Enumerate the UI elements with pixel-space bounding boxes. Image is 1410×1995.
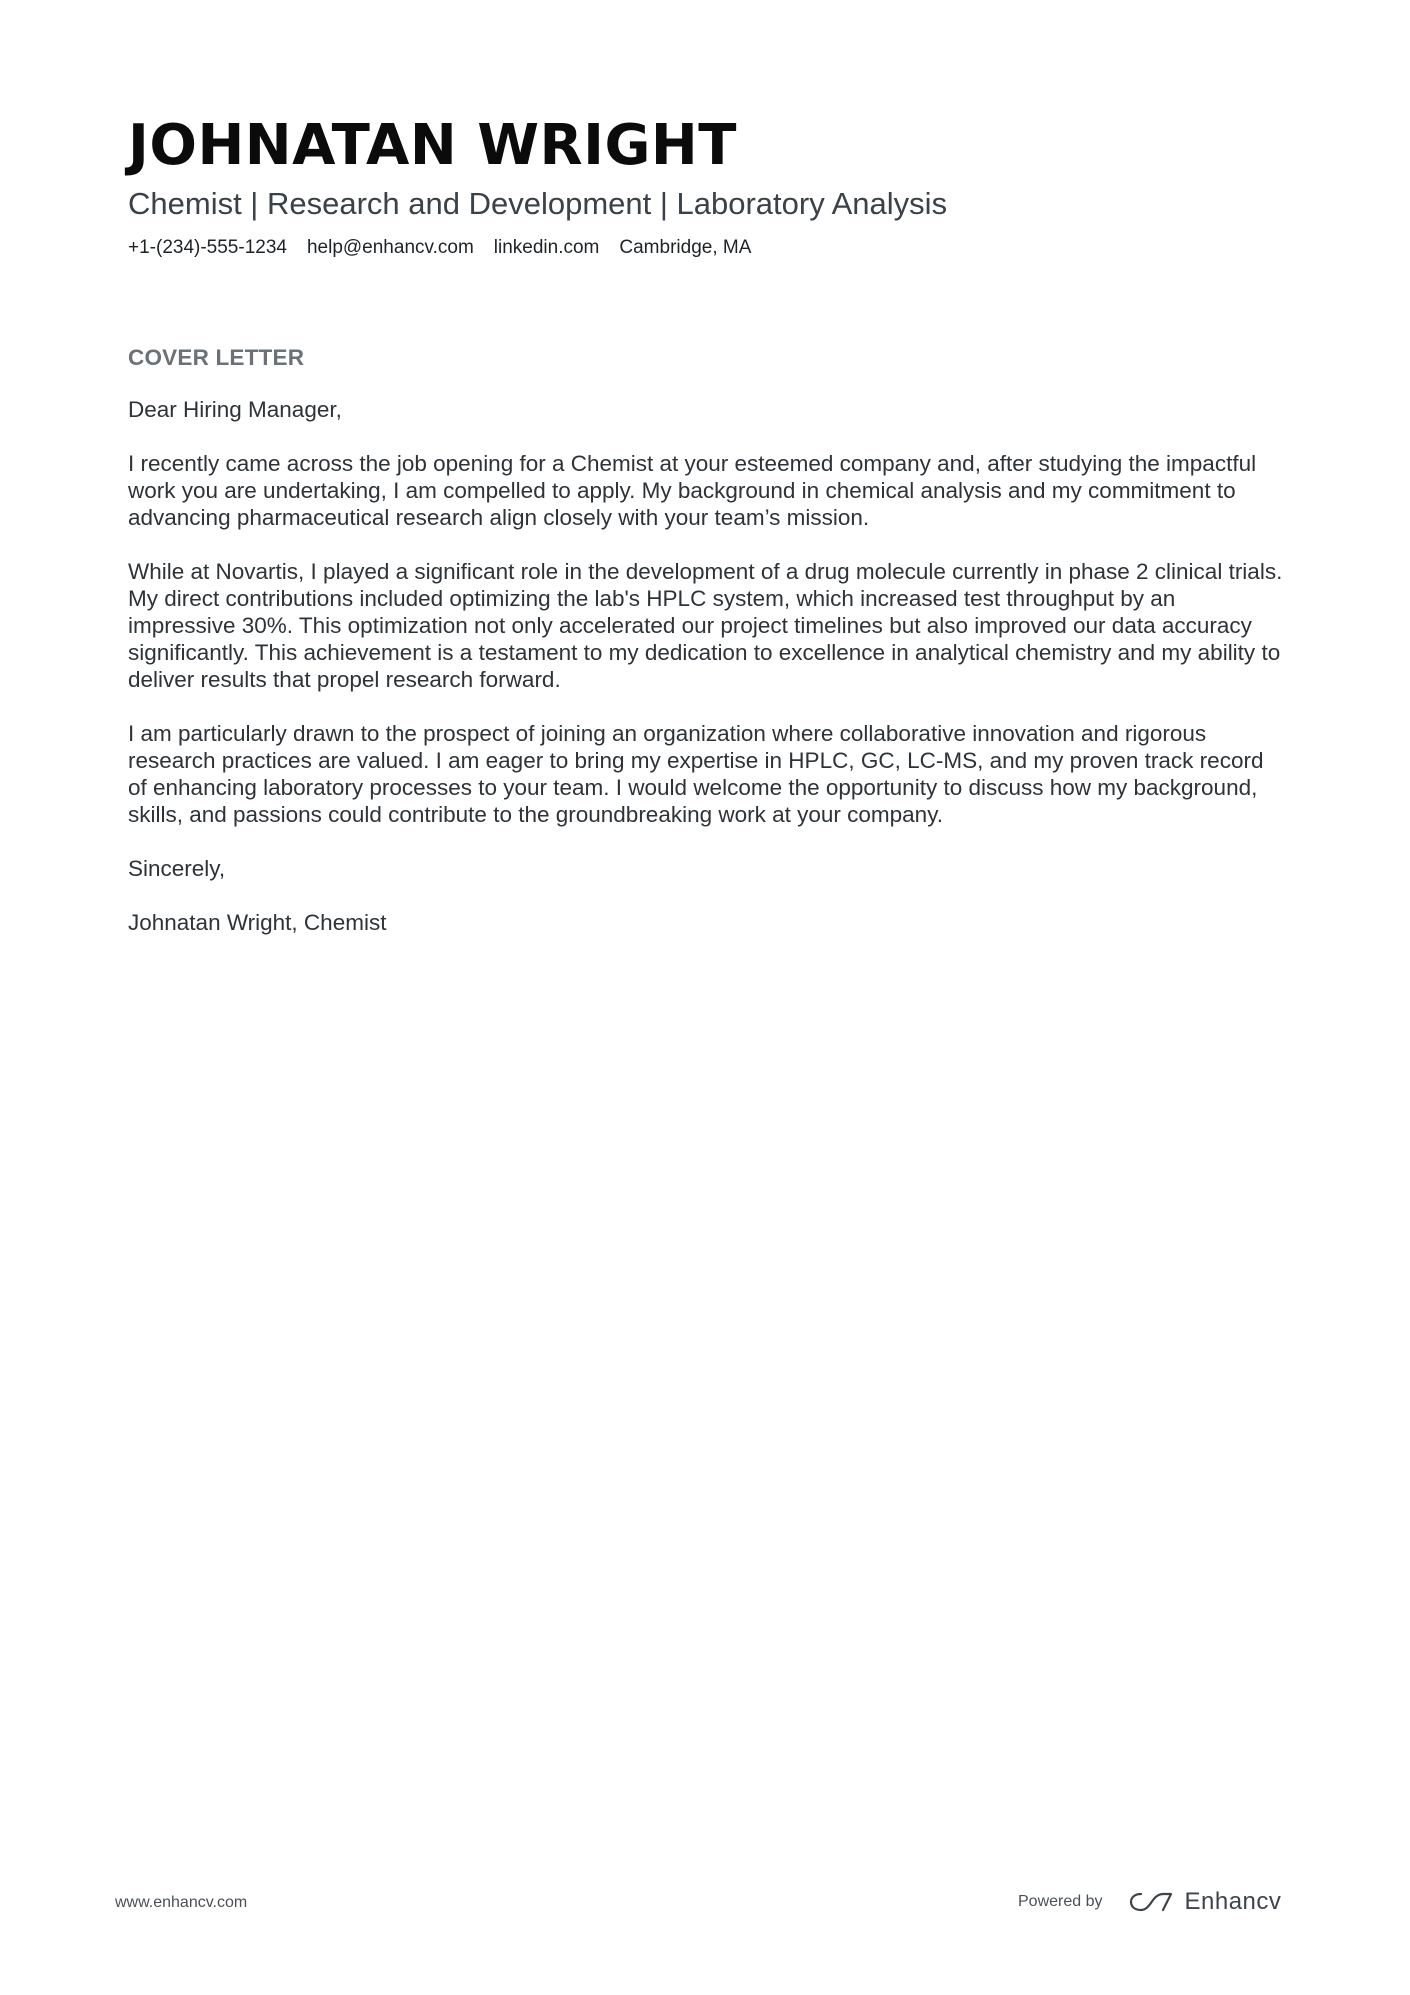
enhancv-logo-icon [1129, 1890, 1173, 1914]
letter-body [128, 344, 1288, 963]
letter-paragraph: While at Novartis, I played a significant role in the development of a drug molecule currently in phase 2 clinical trials. My direct contributions included optimizing the lab's HPLC system, which increased test throughput by an impressive 30%. This optimization not only accelerated our project timelines but also improved our data accuracy significantly. This achievement is a testament to my dedication to excellence in analytical chemistry and my ability to deliver results that propel research forward. [128, 559, 1283, 692]
footer-brand [1018, 1880, 1281, 1924]
linkedin-link: linkedin.com [493, 237, 600, 258]
letter-paragraph: I recently came across the job opening for a Chemist at your esteemed company and, after studying the impactful work you are undertaking, I am compelled to apply. My background in chemical analysis and my commitment to advancing pharmaceutical research align closely with your team’s mission. [128, 451, 1257, 530]
powered-by-label: Powered by [1018, 1893, 1103, 1910]
header [128, 112, 1288, 260]
letter-paragraph: I am particularly drawn to the prospect of joining an organization where collaborative innovation and rigorous research practices are valued. I am eager to bring my expertise in HPLC, GC, LC-MS, and my proven track record of enhancing laboratory processes to your team. I would welcome the opportunity to discuss how my background, skills, and passions could contribute to the groundbreaking work at your company. [128, 721, 1264, 827]
phone-number: +1-(234)-555-1234 [128, 237, 287, 258]
email-address: help@enhancv.com [306, 237, 474, 258]
contact-info [128, 236, 1288, 260]
salutation: Dear Hiring Manager, [128, 397, 342, 422]
location: Cambridge, MA [619, 237, 752, 258]
footer-website: www.enhancv.com [115, 1894, 248, 1911]
section-title: COVER LETTER [128, 345, 305, 370]
signature: Johnatan Wright, Chemist [128, 910, 387, 935]
closing: Sincerely, [128, 856, 226, 881]
candidate-name: JOHNATAN WRIGHT [128, 113, 737, 178]
candidate-headline: Chemist | Research and Development | Laboratory Analysis [128, 186, 948, 221]
brand-name: Enhancv [1184, 1888, 1282, 1915]
